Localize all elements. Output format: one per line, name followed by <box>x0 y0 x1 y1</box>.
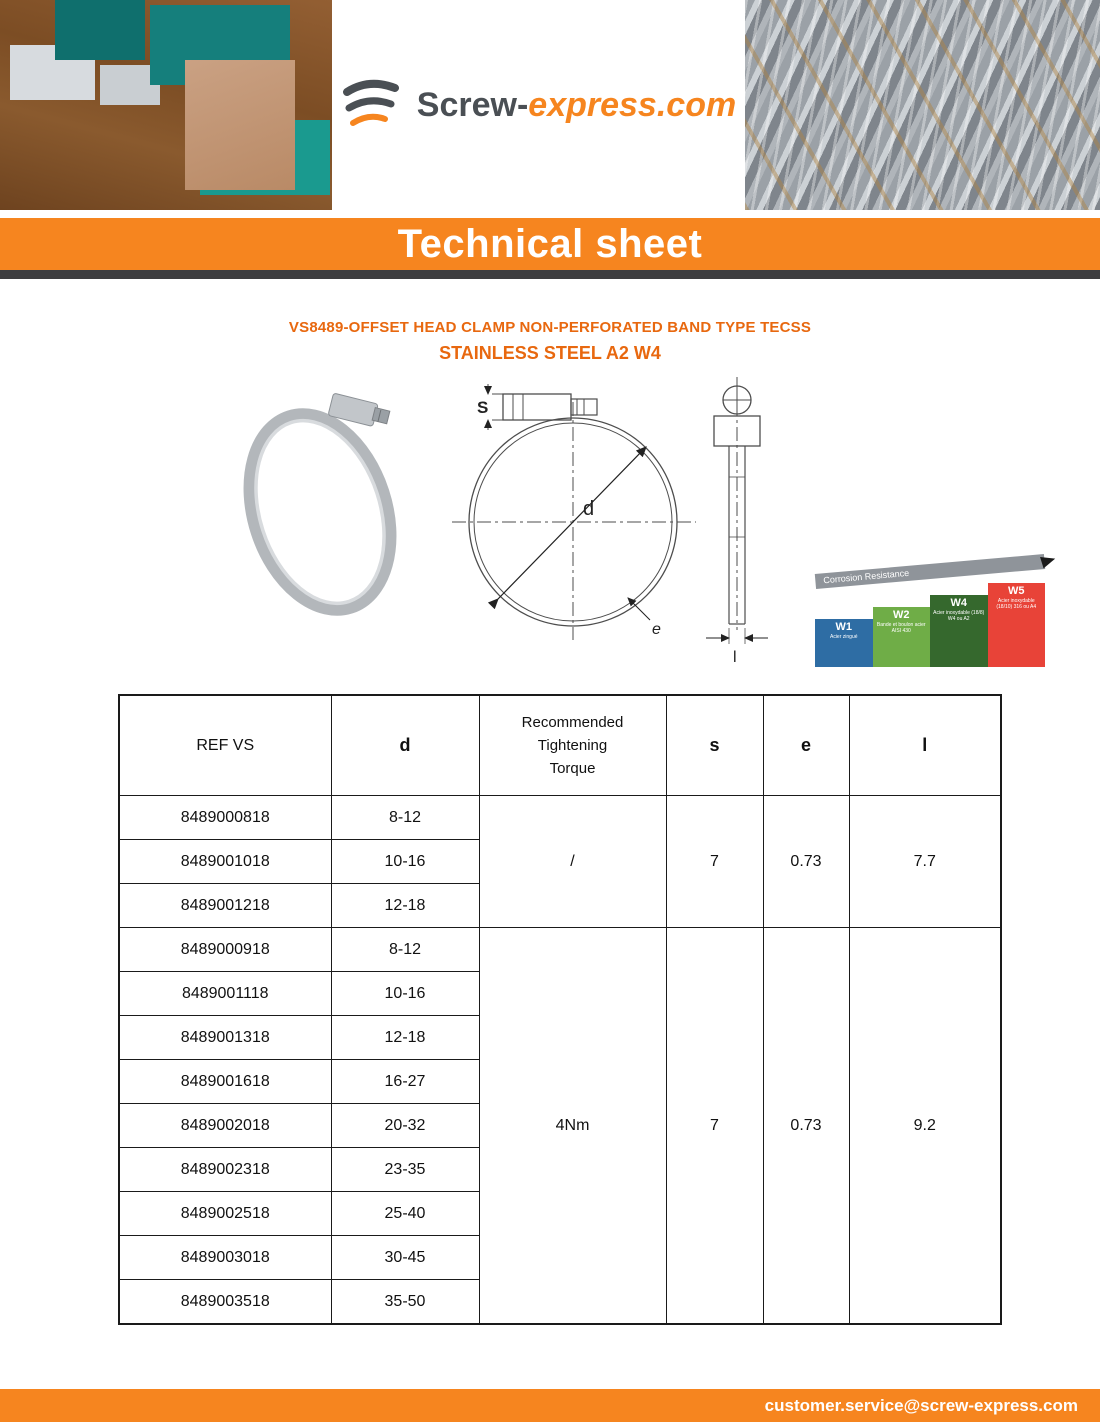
corrosion-band-w5 <box>988 583 1046 667</box>
product-title-line2: STAINLESS STEEL A2 W4 <box>439 343 661 363</box>
corrosion-band-label: W2 <box>893 609 910 621</box>
d-cell: 12-18 <box>331 1016 479 1060</box>
d-cell: 10-16 <box>331 840 479 884</box>
s-cell: 7 <box>666 928 763 1325</box>
ref-cell: 8489002318 <box>119 1148 331 1192</box>
header <box>0 0 1100 210</box>
d-cell: 8-12 <box>331 928 479 972</box>
ref-cell: 8489001218 <box>119 884 331 928</box>
ref-cell: 8489001018 <box>119 840 331 884</box>
ref-cell: 8489001318 <box>119 1016 331 1060</box>
banner-strip <box>0 270 1100 279</box>
col-header-s: s <box>666 695 763 796</box>
corrosion-band-label: W4 <box>950 597 967 609</box>
d-cell: 8-12 <box>331 796 479 840</box>
d-cell: 20-32 <box>331 1104 479 1148</box>
technical-drawings <box>0 372 1100 682</box>
screws-photo <box>745 0 1100 210</box>
col-header-ref: REF VS <box>119 695 331 796</box>
brand-name <box>417 88 736 122</box>
table-row <box>119 928 1001 972</box>
ref-cell: 8489000918 <box>119 928 331 972</box>
d-cell: 10-16 <box>331 972 479 1016</box>
brand-name-suffix: express.com <box>528 86 737 124</box>
ref-cell: 8489002018 <box>119 1104 331 1148</box>
brand-name-prefix: Screw- <box>416 86 529 124</box>
corrosion-band-label: W1 <box>835 621 852 633</box>
e-cell: 0.73 <box>763 796 849 928</box>
col-header-d: d <box>331 695 479 796</box>
torque-cell: / <box>479 796 666 928</box>
front-view-drawing <box>452 384 696 640</box>
banner-title: Technical sheet <box>397 221 703 266</box>
l-cell: 7.7 <box>849 796 1001 928</box>
table-row <box>119 796 1001 840</box>
screw-express-logo-icon <box>341 78 403 132</box>
ref-cell: 8489003018 <box>119 1236 331 1280</box>
e-cell: 0.73 <box>763 928 849 1325</box>
spec-table-body <box>119 796 1001 1325</box>
col-header-torque: Recommended Tightening Torque <box>479 695 666 796</box>
d-cell: 16-27 <box>331 1060 479 1104</box>
dim-label-l: l <box>733 649 737 666</box>
corrosion-band-w2 <box>873 607 931 667</box>
d-cell: 12-18 <box>331 884 479 928</box>
ref-cell: 8489000818 <box>119 796 331 840</box>
corrosion-band-note: Acier inoxydable (18/8) W4 ou A2 <box>933 610 985 623</box>
corrosion-band-w4 <box>930 595 988 667</box>
contact-email-link[interactable]: customer.service@screw-express.com <box>764 1395 1078 1415</box>
brand-logo <box>332 0 745 210</box>
dim-label-d: d <box>583 498 595 520</box>
s-cell: 7 <box>666 796 763 928</box>
corrosion-title: Corrosion Resistance <box>822 567 910 586</box>
corrosion-band-w1 <box>815 619 873 667</box>
corrosion-band-label: W5 <box>1008 585 1025 597</box>
d-cell: 25-40 <box>331 1192 479 1236</box>
d-cell: 23-35 <box>331 1148 479 1192</box>
clamp-photo-illustration <box>226 393 413 627</box>
dim-label-e: e <box>652 621 661 638</box>
corrosion-band-note: Bande et boulon acier AISI 430 <box>876 622 926 635</box>
corrosion-band-note: Acier inoxydable (18/10) 316 ou A4 <box>996 598 1037 611</box>
footer <box>0 1389 1100 1422</box>
spec-table <box>118 694 1002 1325</box>
workbench-photo <box>0 0 332 210</box>
product-titles <box>0 319 1100 364</box>
dim-label-s: S <box>477 398 489 417</box>
ref-cell: 8489002518 <box>119 1192 331 1236</box>
l-cell: 9.2 <box>849 928 1001 1325</box>
ref-cell: 8489001618 <box>119 1060 331 1104</box>
corrosion-bands <box>815 577 1045 667</box>
corrosion-band-note: Acier zingué <box>829 634 858 640</box>
col-header-e: e <box>763 695 849 796</box>
table-header-row <box>119 695 1001 796</box>
banner <box>0 218 1100 270</box>
d-cell: 35-50 <box>331 1280 479 1325</box>
col-header-l: l <box>849 695 1001 796</box>
d-cell: 30-45 <box>331 1236 479 1280</box>
product-title-line1: VS8489-OFFSET HEAD CLAMP NON-PERFORATED BAND TYPE TECSS <box>288 319 812 336</box>
torque-cell: 4Nm <box>479 928 666 1325</box>
side-view-drawing <box>706 377 768 644</box>
corrosion-chart <box>815 560 1045 668</box>
ref-cell: 8489001118 <box>119 972 331 1016</box>
ref-cell: 8489003518 <box>119 1280 331 1325</box>
